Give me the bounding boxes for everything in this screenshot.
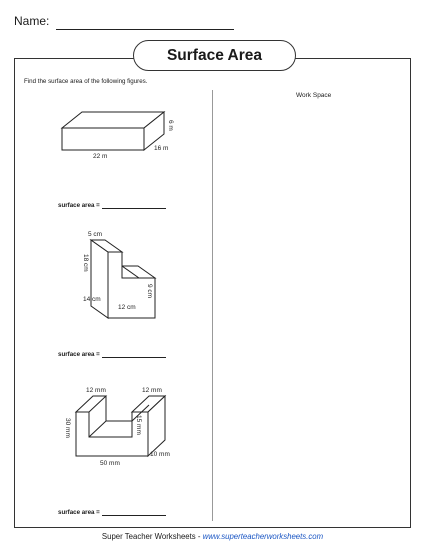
dim-label-right: 9 cm — [146, 284, 153, 299]
answer-line-3[interactable] — [58, 509, 166, 516]
dim-label-depth: 16 m — [154, 145, 169, 152]
answer-label: surface area = — [58, 509, 100, 516]
u-prism-shape — [76, 396, 165, 456]
u-prism-notch-floor — [89, 421, 132, 437]
dim-label-top: 5 cm — [88, 231, 103, 238]
answer-label: surface area = — [58, 202, 100, 209]
work-space-label: Work Space — [296, 92, 332, 99]
page-title: Surface Area — [133, 40, 296, 71]
dim-label-base: 12 cm — [118, 304, 136, 311]
footer-link[interactable]: www.superteacherworksheets.com — [202, 532, 324, 541]
u-prism-left-top — [76, 396, 106, 412]
footer — [0, 532, 425, 541]
dim-label-left-top: 12 mm — [86, 387, 106, 394]
dim-label-length: 50 mm — [100, 460, 120, 467]
dim-label-notch: 15 mm — [135, 415, 142, 435]
answer-blank[interactable] — [102, 509, 166, 516]
answer-label: surface area = — [58, 351, 100, 358]
dim-label-depth: 10 mm — [150, 451, 170, 458]
instructions: Find the surface area of the following figures. — [24, 78, 148, 85]
dim-label-height: 30 mm — [64, 418, 71, 438]
dim-label-length: 22 m — [93, 153, 108, 160]
dim-label-height: 18 cm — [82, 254, 89, 272]
dim-label-height: 6 m — [167, 120, 174, 131]
name-label: Name: — [14, 14, 50, 28]
footer-text: Super Teacher Worksheets - — [101, 532, 203, 541]
dim-label-right-top: 12 mm — [142, 387, 162, 394]
dim-label-depth: 14 cm — [83, 296, 101, 303]
